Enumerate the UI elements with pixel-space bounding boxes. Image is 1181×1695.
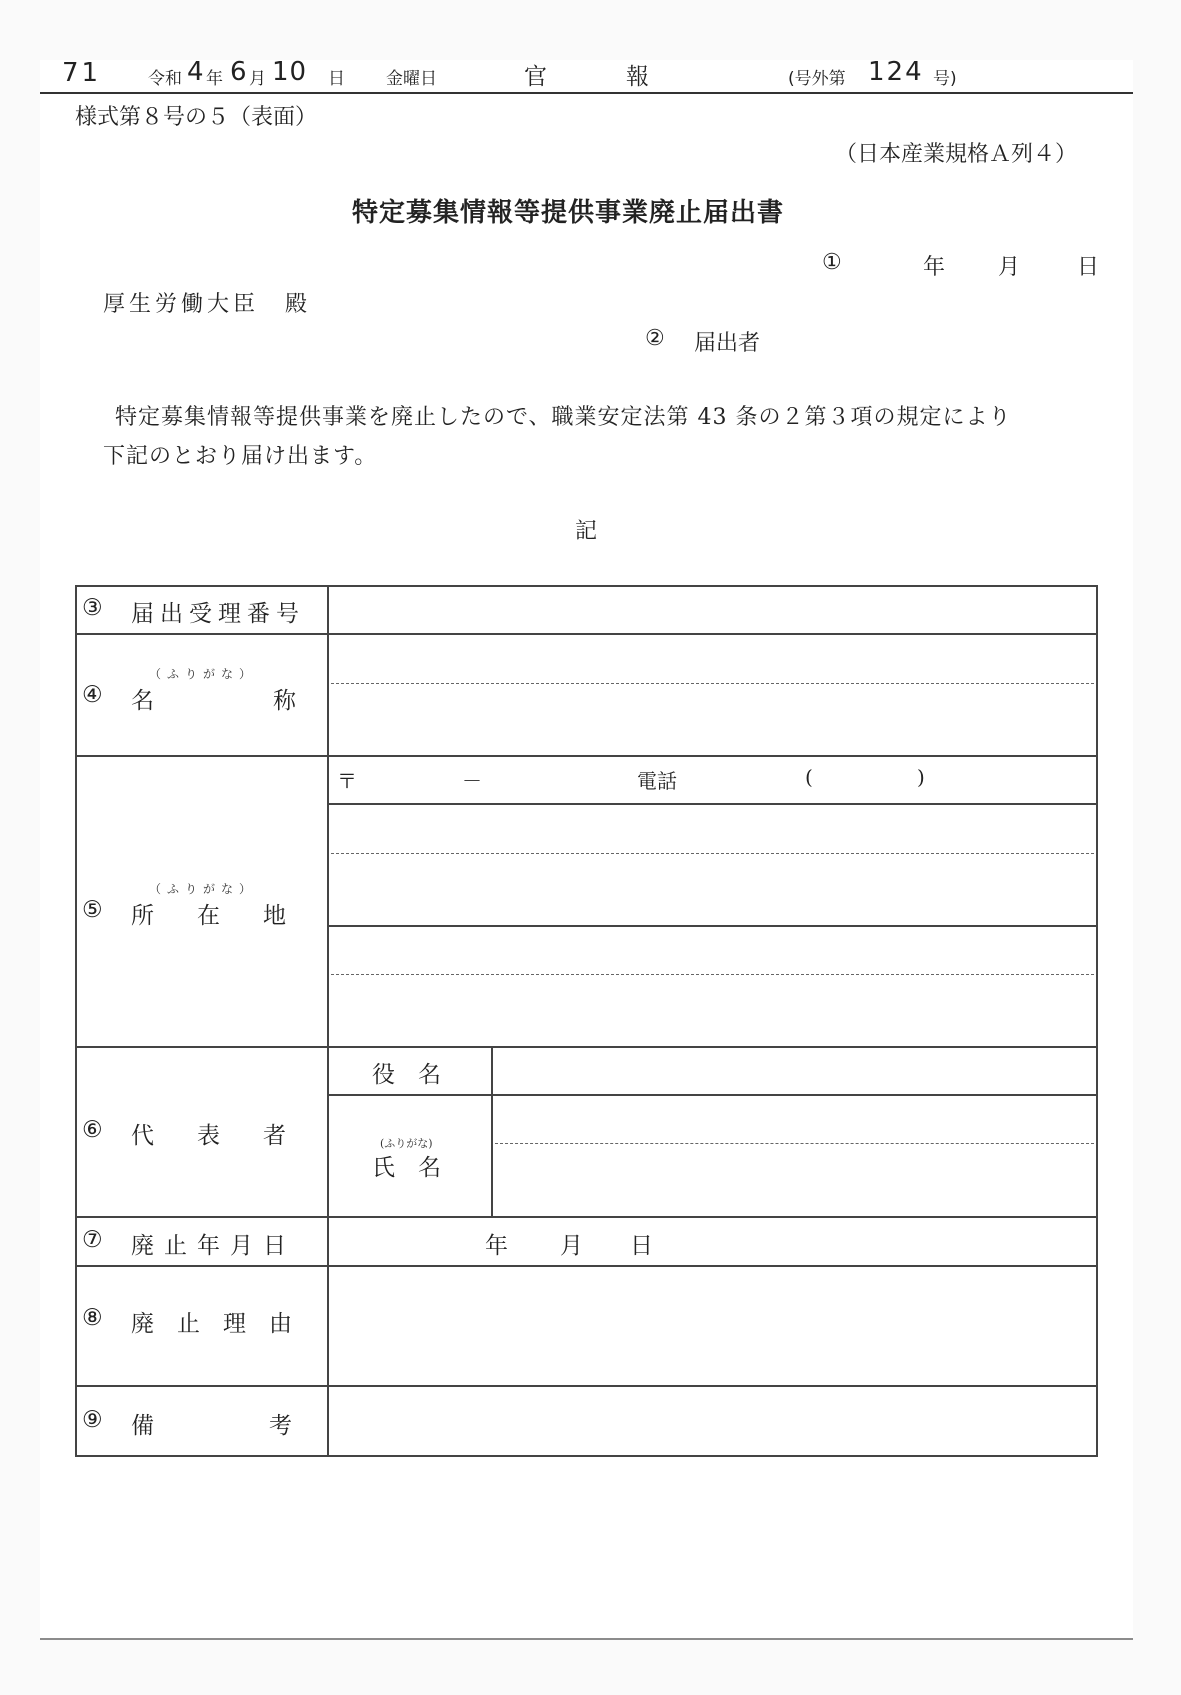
date-day-label: 日 bbox=[1077, 255, 1100, 280]
addressee: 厚生労働大臣 殿 bbox=[103, 292, 312, 317]
furigana-guide-line bbox=[331, 853, 1094, 854]
date-marker: ① bbox=[822, 250, 842, 275]
representative-title-field[interactable] bbox=[493, 1048, 1096, 1094]
representative-name-field[interactable] bbox=[493, 1145, 1096, 1216]
furigana-guide-line bbox=[331, 974, 1094, 975]
phone-paren-open: ( bbox=[805, 765, 813, 789]
notifier-label: 届出者 bbox=[694, 331, 761, 356]
remarks-field[interactable] bbox=[329, 1387, 1096, 1455]
form-number: 様式第８号の５（表面） bbox=[75, 105, 318, 130]
phone-label: 電話 bbox=[637, 769, 677, 793]
issue-prefix: (号外第 bbox=[788, 69, 846, 89]
issue-suffix: 号) bbox=[933, 69, 957, 89]
date-month: 6 bbox=[230, 57, 247, 87]
row-label-right: 考 bbox=[269, 1413, 292, 1439]
issue-number: 124 bbox=[868, 57, 924, 87]
closure-month-label: 月 bbox=[560, 1233, 583, 1259]
name-furigana-field[interactable] bbox=[329, 635, 1096, 683]
row-label-part: 廃 bbox=[131, 1311, 154, 1337]
title-sub-label: 役 名 bbox=[372, 1062, 441, 1088]
row-marker: ⑨ bbox=[82, 1407, 103, 1433]
closure-day-label: 日 bbox=[630, 1233, 653, 1259]
date-era: 令和 bbox=[148, 69, 182, 89]
date-day: 10 bbox=[272, 57, 308, 87]
row-label-part: 所 bbox=[131, 903, 154, 929]
date-month-unit: 月 bbox=[249, 69, 266, 89]
closure-reason-field[interactable] bbox=[329, 1267, 1096, 1385]
phone-field[interactable] bbox=[677, 757, 1077, 801]
address-furigana-field-2[interactable] bbox=[329, 927, 1096, 974]
row-marker: ⑦ bbox=[82, 1227, 103, 1253]
row-label-part: 地 bbox=[263, 903, 286, 929]
ki-heading: 記 bbox=[575, 519, 598, 544]
furigana-label: （ふりがな） bbox=[149, 667, 258, 681]
furigana-guide-line bbox=[495, 1143, 1094, 1144]
row-label-part: 由 bbox=[269, 1311, 292, 1337]
row-marker: ⑧ bbox=[82, 1305, 103, 1331]
postal-code-field[interactable] bbox=[357, 757, 457, 801]
date-month-label: 月 bbox=[998, 255, 1021, 280]
notifier-marker: ② bbox=[645, 326, 665, 351]
row-label: 届出受理番号 bbox=[131, 601, 305, 627]
furigana-label: (ふりがな) bbox=[380, 1137, 433, 1150]
row-label-part: 表 bbox=[197, 1123, 220, 1149]
row-label-part: 者 bbox=[263, 1123, 286, 1149]
paper-size-note: （日本産業規格Ａ列４） bbox=[835, 142, 1078, 167]
address-field[interactable] bbox=[329, 855, 1096, 925]
acceptance-number-field[interactable] bbox=[329, 587, 1096, 633]
address-field-2[interactable] bbox=[329, 976, 1096, 1046]
publication-char-2: 報 bbox=[626, 64, 649, 90]
row-label: 廃止年月日 bbox=[131, 1233, 296, 1259]
weekday: 金曜日 bbox=[386, 69, 437, 89]
row-label-left: 名 bbox=[131, 688, 154, 714]
row-label-left: 備 bbox=[131, 1413, 154, 1439]
form-table bbox=[75, 585, 1098, 1457]
name-field[interactable] bbox=[329, 685, 1096, 755]
representative-furigana-field[interactable] bbox=[493, 1096, 1096, 1143]
phone-paren-close: ) bbox=[917, 765, 925, 789]
publication-char-1: 官 bbox=[524, 64, 547, 90]
row-marker: ③ bbox=[82, 595, 103, 621]
closure-date-field[interactable] bbox=[329, 1218, 1096, 1265]
header-rule bbox=[40, 92, 1133, 94]
furigana-guide-line bbox=[331, 683, 1094, 684]
row-label-right: 称 bbox=[273, 688, 296, 714]
date-year-unit: 年 bbox=[206, 69, 223, 89]
body-text-line-2: 下記のとおり届け出ます。 bbox=[103, 444, 378, 469]
date-year: 4 bbox=[187, 57, 204, 87]
row-label-part: 在 bbox=[197, 903, 220, 929]
row-marker: ④ bbox=[82, 682, 103, 708]
row-label-part: 止 bbox=[177, 1311, 200, 1337]
date-year-label: 年 bbox=[923, 255, 946, 280]
name-sub-label: 氏 名 bbox=[372, 1155, 441, 1181]
postal-mark: 〒 bbox=[337, 769, 357, 793]
body-text-line-1: 特定募集情報等提供事業を廃止したので、職業安定法第 43 条の２第３項の規定により bbox=[115, 405, 1012, 430]
row-marker: ⑤ bbox=[82, 897, 103, 923]
row-label-part: 代 bbox=[131, 1123, 154, 1149]
row-label-part: 理 bbox=[223, 1311, 246, 1337]
furigana-label: （ふりがな） bbox=[149, 882, 258, 896]
page-number: 71 bbox=[62, 58, 102, 88]
row-marker: ⑥ bbox=[82, 1117, 103, 1143]
page-title: 特定募集情報等提供事業廃止届出書 bbox=[352, 198, 785, 228]
address-furigana-field[interactable] bbox=[329, 805, 1096, 853]
closure-year-label: 年 bbox=[485, 1233, 508, 1259]
postal-dash: － bbox=[462, 769, 482, 793]
date-day-unit: 日 bbox=[328, 69, 345, 89]
